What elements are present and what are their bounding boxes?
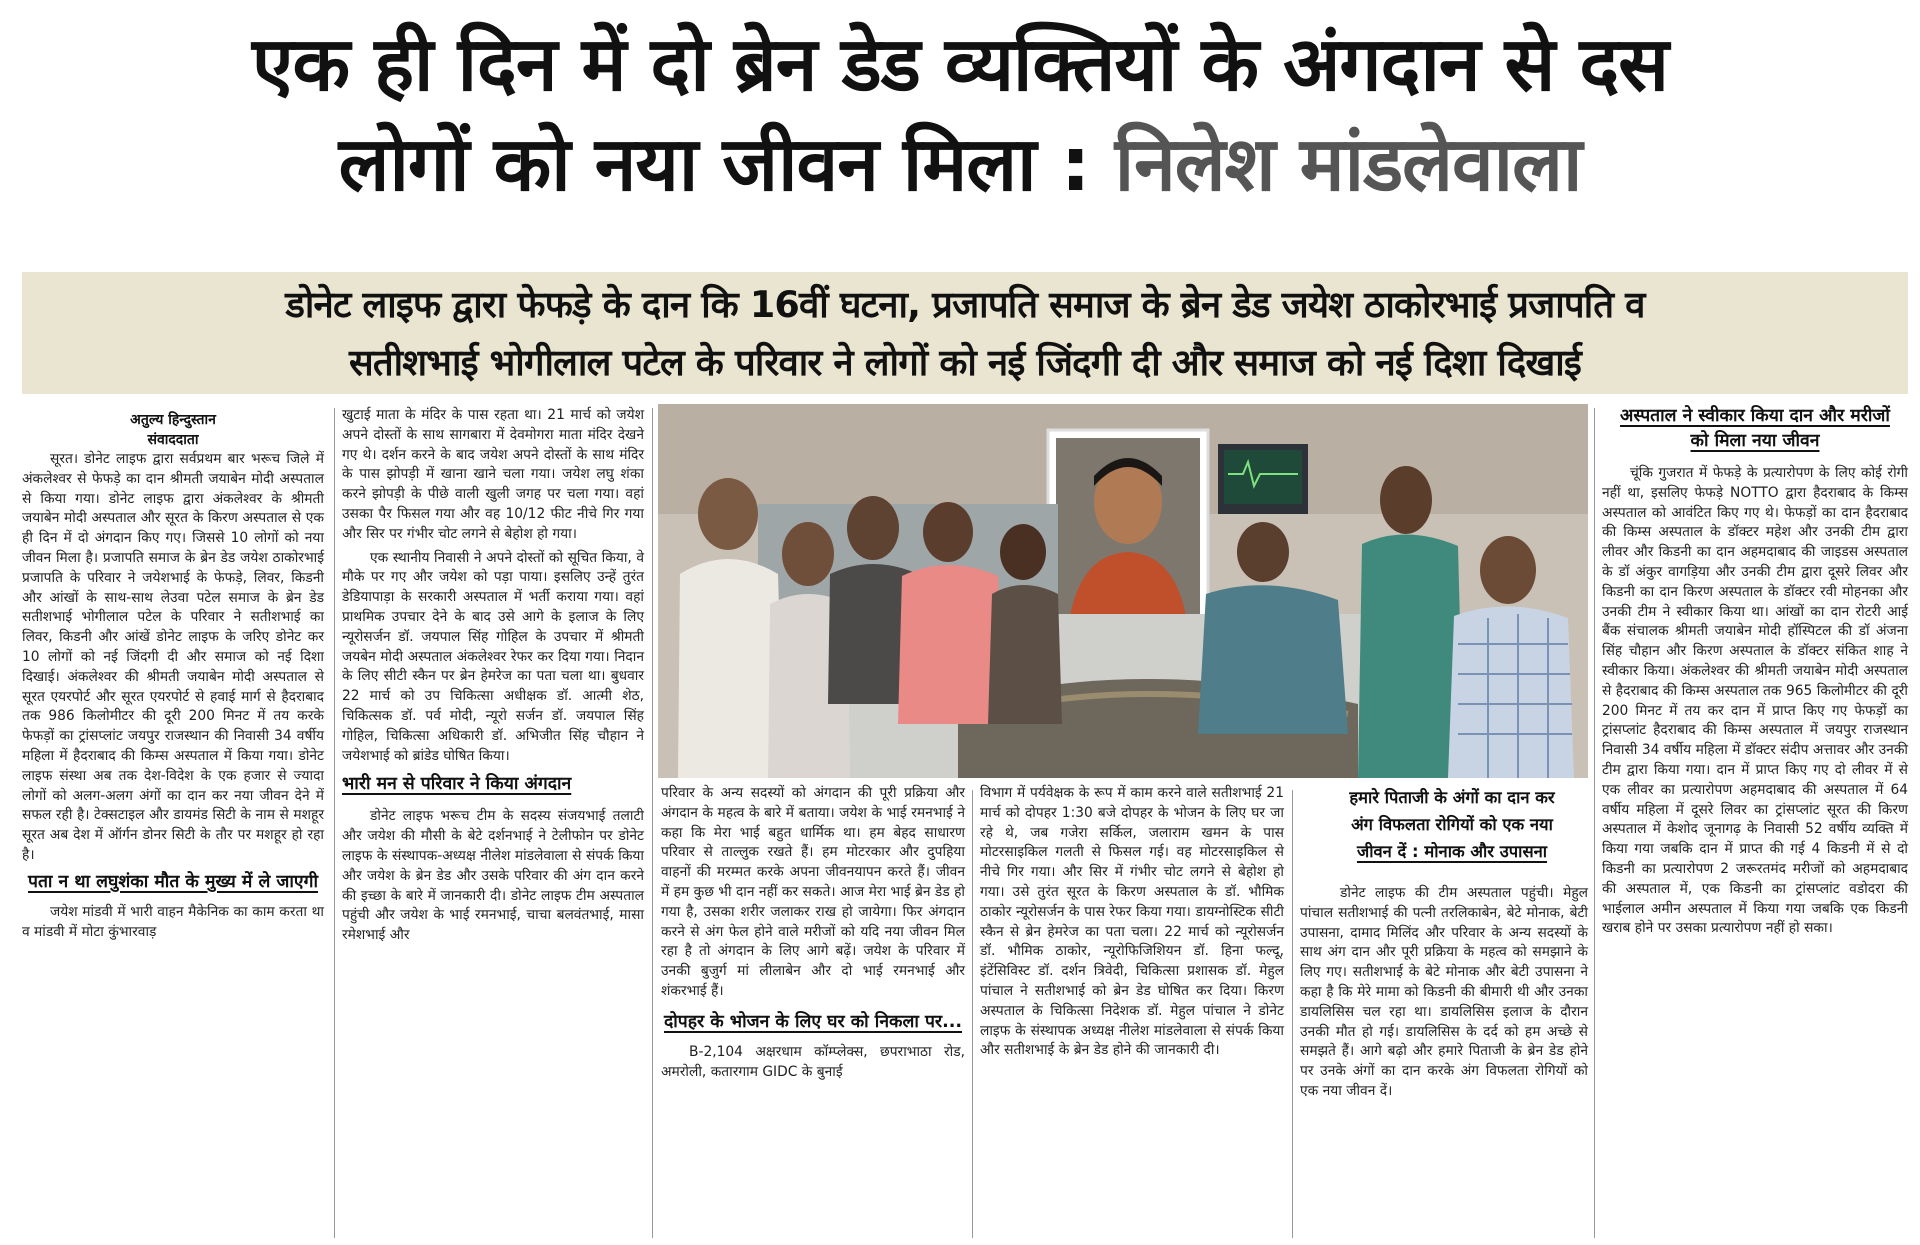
column-divider	[1292, 790, 1293, 1238]
article-column-3	[661, 784, 965, 1082]
news-photo-hospital-room	[658, 404, 1588, 778]
article-paragraph: परिवार के अन्य सदस्यों को अंगदान की पूरी प्रक्रिया और अंगदान के महत्व के बारे में बताया। जयेश के भाई रमनभाई ने कहा कि मेरा भाई बहुत धार्मिक था। हम बेहद साधारण परिवार से ताल्लुक रखते हैं। हम मोटरकार और दुपहिया वाहनों की मरम्मत करके अपना जीवनयापन करते हैं। जीवन में हम कुछ भी दान नहीं कर सकते। आज मेरा भाई ब्रेन डेड हो गया है, उसका शरीर जलाकर राख हो जायेगा। फिर अंगदान करने से अंग फेल होने वाले मरीजों को यदि नया जीवन मिल रहा है तो अंगदान के लिए आगे बढ़ें। जयेश के परिवार में उनकी बुजुर्ग मां लीलाबेन और दो भाई रमनभाई और शंकरभाई हैं।	[661, 785, 965, 999]
article-column-5	[1300, 884, 1588, 1102]
article-paragraph: डोनेट लाइफ की टीम अस्पताल पहुंची। मेहुल पांचाल सतीशभाई की पत्नी तरलिकाबेन, बेटे मोनाक, बेटी उपासना, दामाद मिलिंद और परिवार के अन्य सदस्यों के साथ अंग दान और पूरी प्रक्रिया के महत्व को समझाने के लिए गए। सतीशभाई के बेटे मोनाक और बेटी उपासना ने कहा है कि मेरे मामा को किडनी की बीमारी थी और उनका डायलिसिस चल रहा था। डायलिसिस इलाज के दौरान उनकी मौत हो गई। डायलिसिस के दर्द को हम अच्छे से समझते हैं। आगे बढ़ो और हमारे पिताजी के ब्रेन डेड होने पर उनके अंगों का दान करके अंग विफलता रोगियों को एक नया जीवन दें।	[1300, 885, 1588, 1099]
headline	[0, 14, 1920, 214]
article-paragraph: सूरत। डोनेट लाइफ द्वारा सर्वप्रथम बार भरूच जिले में अंकलेश्वर से फेफड़े का दान श्रीमती जयाबेन मोदी अस्पताल से किया गया। डोनेट लाइफ द्वारा अंकलेश्वर के श्रीमती जयाबेन मोदी अस्पताल और सूरत के किरण अस्पताल से एक ही दिन में दो अंगदान किए गए। जिससे 10 लोगों को नया जीवन मिला है। प्रजापति समाज के ब्रेन डेड जयेश ठाकोरभाई प्रजापति के परिवार ने जयेशभाई के फेफड़े, लिवर, किडनी और आंखों के साथ-साथ लेउवा पटेल समाज के ब्रेन डेड सतीशभाई भोगीलाल पटेल के परिवार ने सतीशभाई का लिवर, किडनी और आंखें डोनेट लाइफ के जरिए डोनेट कर 10 लोगों को नई जिंदगी दी और समाज को नई दिशा दिखाई। अंकलेश्वर की श्रीमती जयाबेन मोदी अस्पताल से सूरत एयरपोर्ट और सूरत एयरपोर्ट से हवाई मार्ग से हैदराबाद तक 986 किलोमीटर की दूरी 200 मिनट में तय करके फेफड़ों का ट्रांसप्लांट जयपुर राजस्थान की निवासी 34 वर्षीय महिला में हैदराबाद की किम्स अस्पताल में किया गया। डोनेट लाइफ संस्था अब तक देश-विदेश के एक हजार से ज्यादा लोगों को अलग-अलग अंगों का दान कर नया जीवन देने में सफल रही है। टेक्सटाइल और डायमंड सिटी के नाम से मशहूर सूरत अब देश में ऑर्गन डोनर सिटी के तौर पर मशहूर हो रहा है।	[22, 451, 324, 863]
subheadline	[22, 276, 1908, 392]
caption-line-3: जीवन दें : मोनाक और उपासना	[1356, 842, 1548, 861]
section-heading: पता न था लघुशंका मौत के मुख्य में ले जाएगी	[28, 871, 318, 892]
headline-line-2	[0, 114, 1920, 214]
column-divider	[972, 790, 973, 1238]
section-heading: दोपहर के भोजन के लिए घर को निकला पर...	[663, 1011, 963, 1032]
article-paragraph: डोनेट लाइफ भरूच टीम के सदस्य संजयभाई तलाटी और जयेश की मौसी के बेटे दर्शनभाई ने टेलीफोन पर डोनेट लाइफ के संस्थापक-अध्यक्ष नीलेश मांडलेवाला से संपर्क किया और जयेश के ब्रेन डेड और उसके परिवार की अंग दान करने की इच्छा के बारे में जानकारी दी। डोनेट लाइफ टीम अस्पताल पहुंची और जयेश के भाई रमनभाई, चाचा बलवंतभाई, मासा रमेशभाई और	[342, 808, 644, 944]
section-heading: अस्पताल ने स्वीकार किया दान और मरीजों को मिला नया जीवन	[1620, 406, 1890, 451]
article-paragraph: खुटाई माता के मंदिर के पास रहता था। 21 मार्च को जयेश अपने दोस्तों के साथ सागबारा में देवमोगरा माता मंदिर देखने गए थे। दर्शन करने के बाद जयेश अपने दोस्तों के साथ मंदिर के पास झोपड़ी में खाना खाने चला गया। जयेश लघु शंका करने झोपड़ी के पीछे वाली खुली जगह पर चला गया। वहां उसका पैर फिसल गया और वह 10/12 फीट नीचे गिर गया और सिर पर गंभीर चोट लगने से बेहोश हो गया।	[342, 407, 644, 542]
byline-publication: अतुल्य हिन्दुस्तान	[130, 412, 216, 428]
caption-line-1: हमारे पिताजी के अंगों का दान कर	[1349, 788, 1555, 807]
subheadline-line-1: डोनेट लाइफ द्वारा फेफड़े के दान कि 16वीं घटना, प्रजापति समाज के ब्रेन डेड जयेश ठाकोरभाई प्रजापति व	[285, 283, 1645, 326]
headline-line-2-grey: निलेश मांडलेवाला	[1114, 120, 1582, 208]
section-heading: भारी मन से परिवार ने किया अंगदान	[342, 774, 572, 795]
article-column-1	[22, 410, 324, 942]
caption-line-2: अंग विफलता रोगियों को एक नया	[1351, 815, 1553, 834]
article-column-4	[980, 784, 1284, 1061]
column-divider	[652, 408, 653, 1238]
subheadline-line-2: सतीशभाई भोगीलाल पटेल के परिवार ने लोगों को नई जिंदगी दी और समाज को नई दिशा दिखाई	[348, 341, 1582, 384]
article-column-6	[1602, 404, 1908, 939]
byline-reporter: संवाददाता	[147, 432, 199, 448]
article-paragraph: जयेश मांडवी में भारी वाहन मैकेनिक का काम करता था व मांडवी में मोटा कुंभारवाड़	[22, 903, 324, 940]
article-paragraph: चूंकि गुजरात में फेफड़े के प्रत्यारोपण के लिए कोई रोगी नहीं था, इसलिए फेफड़े NOTTO द्वारा हैदराबाद के किम्स अस्पताल को आवंटित किए गए थे। फेफड़ों का दान हैदराबाद की किम्स अस्पताल के डॉक्टर महेश और उनकी टीम द्वारा लीवर और किडनी का दान अहमदाबाद की जाइडस अस्पताल के डॉ अंकुर वागड़िया और उनकी टीम द्वारा दूसरे लिवर और किडनी का दान किरण अस्पताल के डॉक्टर रवी मोहनका और उनकी टीम ने स्वीकार किया था। आंखों का दान रोटरी आई बैंक संचालक श्रीमती जयाबेन मोदी हॉस्पिटल की डॉ अंजना सिंह चौहान और किरण अस्पताल के डॉक्टर संकित शाह ने स्वीकार किया। अंकलेश्वर की श्रीमती जयाबेन मोदी अस्पताल से हैदराबाद की किम्स अस्पताल तक 965 किलोमीटर की दूरी 200 मिनट में तय कर दान में प्राप्त किए गए फेफड़ों का ट्रांसप्लांट हैदराबाद की किम्स अस्पताल में जयपुर राजस्थान निवासी 34 वर्षीय महिला में डॉक्टर संदीप अत्तावर और उनकी टीम द्वारा किया गया। दान में प्राप्त किए गए दो लीवर में से एक लीवर का प्रत्यारोपण अहमदाबाद की अस्पताल में 64 वर्षीय महिला में दूसरे लिवर का ट्रांसप्लांट सूरत की किरण अस्पताल में केशोद जूनागढ़ के निवासी 52 वर्षीय व्यक्ति में किया गया जबकि दान में प्राप्त की गई 4 किडनी में से दो किडनी का प्रत्यारोपण 2 जरूरतमंद मरीजों को अहमदाबाद की अस्पताल में, एक किडनी का ट्रांसप्लांट वडोदरा की भाईलाल अमीन अस्पताल में किया गया जबकि एक किडनी खराब होने पर उसका प्रत्यारोपण नहीं हो सका।	[1602, 465, 1908, 937]
photo-caption-heading	[1302, 784, 1602, 865]
article-column-2	[342, 406, 644, 946]
headline-line-2-black: लोगों को नया जीवन मिला :	[338, 120, 1090, 208]
headline-line-1: एक ही दिन में दो ब्रेन डेड व्यक्तियों के अंगदान से दस	[252, 20, 1668, 108]
article-paragraph: एक स्थानीय निवासी ने अपने दोस्तों को सूचित किया, वे मौके पर गए और जयेश को पड़ा पाया। इसलिए उन्हें तुरंत डेडियापाड़ा के सरकारी अस्पताल में भर्ती कराया गया। वहां प्राथमिक उपचार देने के बाद उसे आगे के इलाज के लिए न्यूरोसर्जन डॉ. जयपाल सिंह गोहिल के उपचार में श्रीमती जयबेन मोदी अस्पताल अंकलेश्वर रेफर कर दिया गया। निदान के लिए सीटी स्कैन पर ब्रेन हेमरेज का पता चला था। बुधवार 22 मार्च को उप चिकित्सा अधीक्षक डॉ. आत्मी शेठ, चिकित्सक डॉ. पर्व मोदी, न्यूरो सर्जन डॉ. जयपाल सिंह गोहिल, चिकित्सा अधिकारी डॉ. अभिजीत सिंह चौहान ने जयेशभाई को ब्रांडेड घोषित किया।	[342, 549, 644, 764]
hospital-scene-illustration	[658, 404, 1588, 778]
column-divider	[334, 408, 335, 1238]
article-paragraph: विभाग में पर्यवेक्षक के रूप में काम करने वाले सतीशभाई 21 मार्च को दोपहर 1:30 बजे दोपहर के भोजन के लिए घर जा रहे थे, जब गजेरा सर्किल, जलाराम खमन के पास मोटरसाइकिल गलती से फिसल गई। वह मोटरसाइकिल से नीचे गिर गया। और सिर में गंभीर चोट लगने से बेहोश हो गया। उसे तुरंत सूरत के किरण अस्पताल के डॉ. भौमिक ठाकोर न्यूरोसर्जन के पास रेफर किया गया। डायग्नोस्टिक सीटी स्कैन से ब्रेन हेमरेज का पता चला। 22 मार्च को न्यूरोसर्जन डॉ. भौमिक ठाकोर, न्यूरोफिजिशियन डॉ. हिना फल्दू, इंटेंसिविस्ट डॉ. दर्शन त्रिवेदी, चिकित्सा प्रशासक डॉ. मेहुल पांचाल ने सतीशभाई को ब्रेन डेड घोषित कर दिया। किरण अस्पताल के चिकित्सा निदेशक डॉ. मेहुल पांचाल ने डोनेट लाइफ के संस्थापक अध्यक्ष नीलेश मांडलेवाला से संपर्क किया और सतीशभाई के ब्रेन डेड होने की जानकारी दी।	[980, 785, 1284, 1059]
article-paragraph: B-2,104 अक्षरधाम कॉम्प्लेक्स, छपराभाठा रोड, अमरोली, कतारगाम GIDC के बुनाई	[661, 1043, 965, 1080]
